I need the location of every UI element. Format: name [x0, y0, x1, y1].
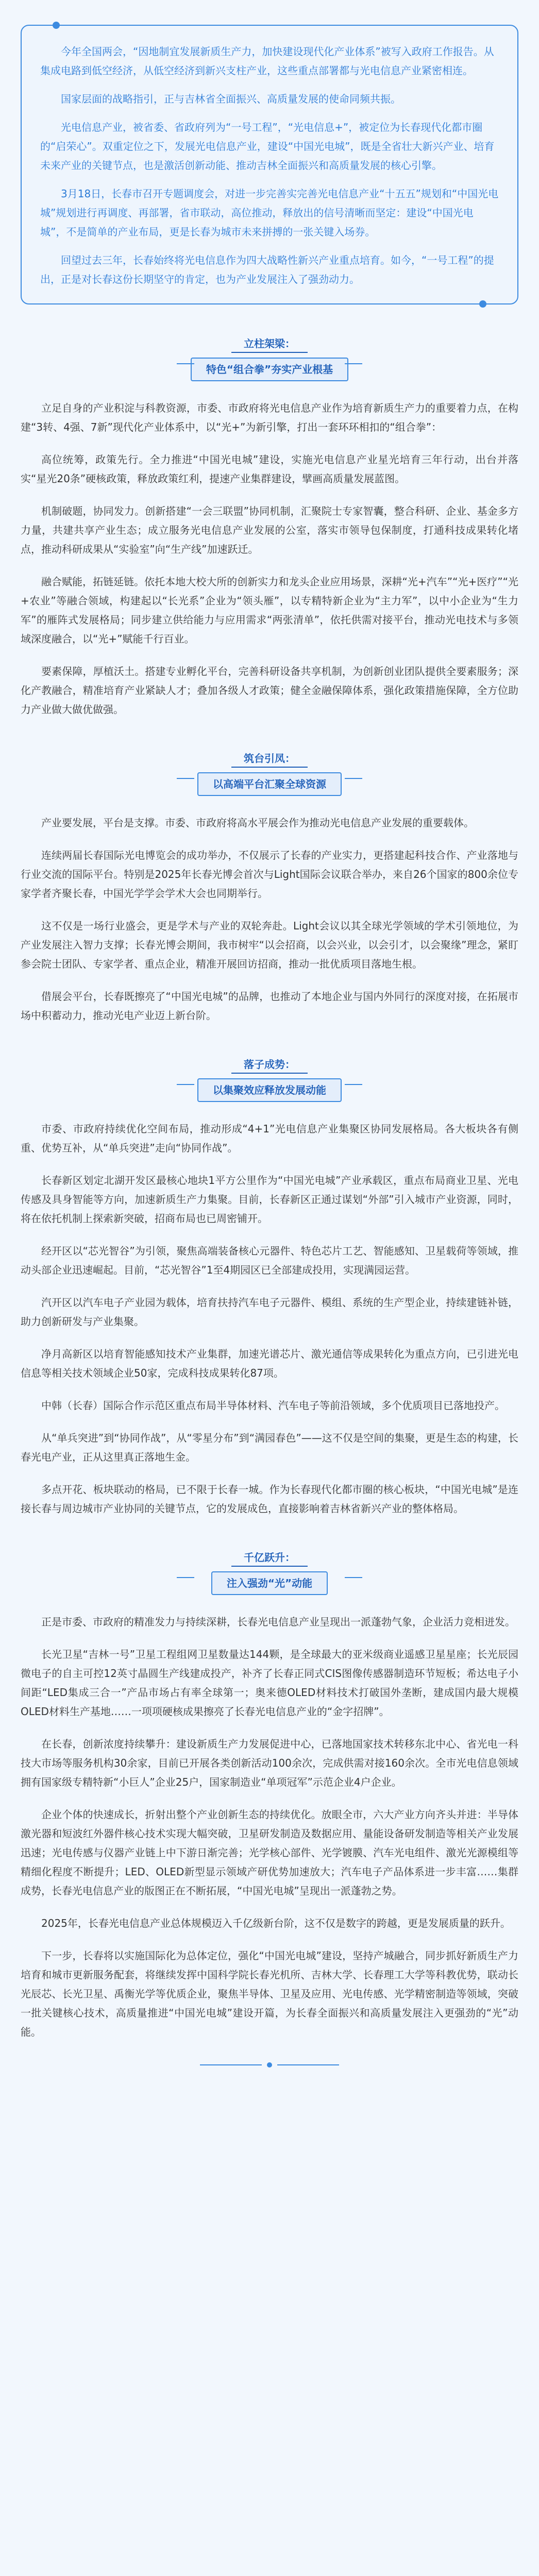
intro-box — [21, 25, 518, 304]
section-heading — [182, 1548, 357, 1595]
heading-decoration — [177, 778, 194, 779]
section-title: 立柱架梁： — [231, 335, 308, 353]
body-paragraph: 产业要发展，平台是支撑。市委、市政府将高水平展会作为推动光电信息产业发展的重要载体。 — [41, 817, 474, 829]
divider-line — [277, 2064, 339, 2065]
body-paragraph: 长光卫星“吉林一号”卫星工程组网卫星数量达144颗，是全球最大的亚米级商业遥感卫星星座；长光辰园微电子的自主可控12英寸晶圆生产线建成投产，补齐了长春正同式CIS图像传感器制造环节短板；希达电子小间距“LED集成三合一”产品市场占有率全球第一；奥来德OLED材料技术打破国外垄断，建成国内最大规模OLED材料生产基地……一项项硬核成果擦亮了长春光电信息产业的“金字招牌”。 — [21, 1648, 518, 1718]
heading-decoration — [345, 363, 362, 364]
section-heading — [182, 1055, 357, 1102]
body-paragraph: 从“单兵突进”到“协同作战”，从“零星分布”到“满园春色”——这不仅是空间的集聚，更是生态的构建，长春光电产业，正从这里真正落地生金。 — [21, 1432, 518, 1463]
body-paragraph: 经开区以“芯光智谷”为引领，聚焦高端装备核心元器件、特色芯片工艺、智能感知、卫星载荷等领域，推动头部企业迅速崛起。目前，“芯光智谷”1至4期园区已全部建成投用，实现满园运营。 — [21, 1245, 518, 1276]
intro-paragraph: 光电信息产业，被省委、省政府列为“一号工程”，“光电信息+”，被定位为长春现代化都市圈的“启荣心”。双重定位之下，发展光电信息产业，建设“中国光电城”，既是全省壮大新兴产业、培育未来产业的关键节点，也是激活创新动能、推动吉林全面振兴和高质量发展的核心引擎。 — [40, 121, 495, 172]
body-paragraph: 长春新区划定北湖开发区最核心地块1平方公里作为“中国光电城”产业承载区，重点布局商业卫星、光电传感及具身智能等方向，加速新质生产力集聚。目前，长春新区正通过谋划“外部”引入城市产业资源，同时，将在依托机制上探索新突破，招商布局也已周密铺开。 — [21, 1174, 518, 1225]
heading-decoration — [345, 1084, 362, 1085]
body-paragraph: 企业个体的快速成长，折射出整个产业创新生态的持续优化。放眼全市，六大产业方向齐头并进：半导体激光器和短波红外器件核心技术实现大幅突破，卫星研发制造及数据应用、量能设备研发制造等相关产业发展迅速；光电传感与仪器产业链上中下游日渐完善；光学核心部件、光学镀膜、汽车光电组件、激光光源模组等精细化程度不断提升；LED、OLED新型显示领域产研优势加速放大；汽车电子产品体系进一步丰富……集群成势，长春光电信息产业的版图正在不断拓展，“中国光电城”呈现出一派蓬勃之势。 — [21, 1808, 518, 1897]
end-divider — [21, 2062, 518, 2067]
divider-line — [200, 2064, 262, 2065]
heading-decoration — [177, 1577, 194, 1578]
intro-paragraph: 回望过去三年，长春始终将光电信息作为四大战略性新兴产业重点培育。如今，“一号工程”的提出，正是对长春这份长期坚守的肯定，也为产业发展注入了强劲动力。 — [40, 254, 494, 285]
body-paragraph: 正是市委、市政府的精准发力与持续深耕，长春光电信息产业呈现出一派蓬勃气象，企业活力竞相迸发。 — [41, 1616, 515, 1628]
heading-decoration — [345, 778, 362, 779]
body-paragraph: 立足自身的产业积淀与科教资源，市委、市政府将光电信息产业作为培育新质生产力的重要着力点，在构建“3转、4强、7新”现代化产业体系中，以“光+”为新引擎，打出一套环环相扣的“组合拳”： — [21, 402, 518, 433]
section-subtitle: 以集聚效应释放发展动能 — [197, 1078, 342, 1102]
section-subtitle: 特色“组合拳”夯实产业根基 — [191, 358, 348, 381]
body-paragraph: 汽开区以汽车电子产业园为载体，培育扶持汽车电子元器件、模组、系统的生产型企业，持续建链补链，助力创新研发与产业集聚。 — [21, 1296, 518, 1328]
body-paragraph: 这不仅是一场行业盛会，更是学术与产业的双轮奔赴。Light会议以其全球光学领域的学术引领地位，为产业发展注入智力支撑；长春光博会期间，我市树牢“以会招商，以会兴业，以会引才，以会聚缘”理念，紧盯参会院士团队、专家学者、重点企业，精准开展回访招商，推动一批优质项目落地生根。 — [21, 920, 518, 970]
body-paragraph: 市委、市政府持续优化空间布局，推动形成“4+1”光电信息产业集聚区协同发展格局。各大板块各有侧重、优势互补，从“单兵突进”走向“协同作战”。 — [21, 1123, 518, 1154]
intro-paragraph: 今年全国两会，“因地制宜发展新质生产力，加快建设现代化产业体系”被写入政府工作报告。从集成电路到低空经济，从低空经济到新兴支柱产业，这些重点部署都与光电信息产业紧密相连。 — [40, 45, 494, 77]
body-paragraph: 高位统筹，政策先行。全力推进“中国光电城”建设，实施光电信息产业星光培育三年行动，出台并落实“星光20条”硬核政策，释放政策红利，提速产业集群建设，擘画高质量发展蓝图。 — [21, 453, 518, 485]
section-subtitle: 以高端平台汇聚全球资源 — [197, 772, 342, 796]
body-paragraph: 机制破题，协同发力。创新搭建“一会三联盟”协同机制，汇聚院士专家智囊，整合科研、企业、基金多方力量，共建共享产业生态；成立服务光电信息产业发展的公室，落实市领导包保制度，打通科技成果转化堵点，推动科研成果从“实验室”向“生产线”加速跃迁。 — [21, 505, 518, 555]
body-paragraph: 净月高新区以培育智能感知技术产业集群，加速光谱芯片、激光通信等成果转化为重点方向，已引进光电信息等相关技术领域企业50家，完成科技成果转化87项。 — [21, 1348, 518, 1379]
body-paragraph: 要素保障，厚植沃土。搭建专业孵化平台，完善科研设备共享机制，为创新创业团队提供全要素服务；深化产教融合，精准培育产业紧缺人才；叠加各级人才政策；健全金融保障体系，强化政策措施保障，全方位助力产业做大做优做强。 — [21, 665, 518, 716]
section-heading — [182, 749, 357, 796]
section-title: 筑台引凤： — [231, 750, 308, 768]
body-paragraph: 借展会平台，长春既擦亮了“中国光电城”的品牌，也推动了本地企业与国内外同行的深度对接，在拓展市场中积蓄动力，推动光电产业迈上新台阶。 — [21, 990, 518, 1022]
body-paragraph: 在长春，创新浓度持续攀升：建设新质生产力发展促进中心，已落地国家技术转移东北中心、省光电一科技大市场等服务机构30余家，目前已开展各类创新活动100余次，完成供需对接160余次。全市光电信息领域拥有国家级专精特新“小巨人”企业25户，国家制造业“单项冠军”示范企业4户企业。 — [21, 1738, 518, 1788]
section-heading — [182, 334, 357, 381]
heading-decoration — [177, 1084, 194, 1085]
section-title: 千亿跃升： — [231, 1549, 308, 1567]
body-paragraph: 多点开花、板块联动的格局，已不限于长春一城。作为长春现代化都市圈的核心板块，“中国光电城”是连接长春与周边城市产业协同的关键节点，它的发展成色，直接影响着吉林省新兴产业的整体格局。 — [21, 1483, 518, 1515]
body-paragraph: 中韩（长春）国际合作示范区重点布局半导体材料、汽车电子等前沿领域，多个优质项目已落地投产。 — [41, 1399, 505, 1412]
section-subtitle: 注入强劲“光”动能 — [211, 1571, 328, 1595]
body-paragraph: 下一步，长春将以实施国际化为总体定位，强化“中国光电城”建设，坚持产城融合，同步抓好新质生产力培育和城市更新服务配套，将继续发挥中国科学院长春光机所、吉林大学、长春理工大学等科教优势，联动长光辰芯、长光卫星、禹衡光学等优质企业，聚焦半导体、卫星及应用、光电传感、光学精密制造等领域，突破一批关键核心技术，高质量推进“中国光电城”建设开篇，为长春全面振兴和高质量发展注入更强劲的“光”动能。 — [21, 1950, 518, 2038]
body-paragraph: 2025年，长春光电信息产业总体规模迈入千亿级新台阶，这不仅是数字的跨越，更是发展质量的跃升。 — [41, 1917, 511, 1929]
body-paragraph: 融合赋能，拓链延链。依托本地大校大所的创新实力和龙头企业应用场景，深耕“光+汽车”“光+医疗”“光+农业”等融合领域，构建起以“长光系”企业为“领头雁”，以专精特新企业为“主力军”，以中小企业为“生力军”的雁阵式发展格局；同步建立供给能力与应用需求“两张清单”，依托供需对接平台，推动光电技术与多领域深度融合，以“光+”赋能千行百业。 — [21, 575, 518, 645]
body-paragraph: 连续两届长春国际光电博览会的成功举办，不仅展示了长春的产业实力，更搭建起科技合作、产业落地与行业交流的国际平台。特别是2025年长春光博会首次与Light国际会议联合举办，来自26个国家的800余位专家学者齐聚长春，中国光学学会学术大会也同期举行。 — [21, 849, 518, 900]
intro-paragraph: 国家层面的战略指引，正与吉林省全面振兴、高质量发展的使命同频共振。 — [61, 93, 401, 105]
heading-decoration — [345, 1577, 362, 1578]
intro-paragraph: 3月18日，长春市召开专题调度会，对进一步完善实完善光电信息产业“十五五”规划和“中国光电城”规划进行再调度、再部署，省市联动，高位推动，释放出的信号清晰而坚定：建设“中国光电城”，不是简单的产业布局，更是长春为城市未来拼搏的一张关键入场券。 — [40, 188, 499, 238]
divider-dot — [267, 2062, 272, 2067]
section-title: 落子成势： — [231, 1056, 308, 1074]
heading-decoration — [177, 363, 194, 364]
